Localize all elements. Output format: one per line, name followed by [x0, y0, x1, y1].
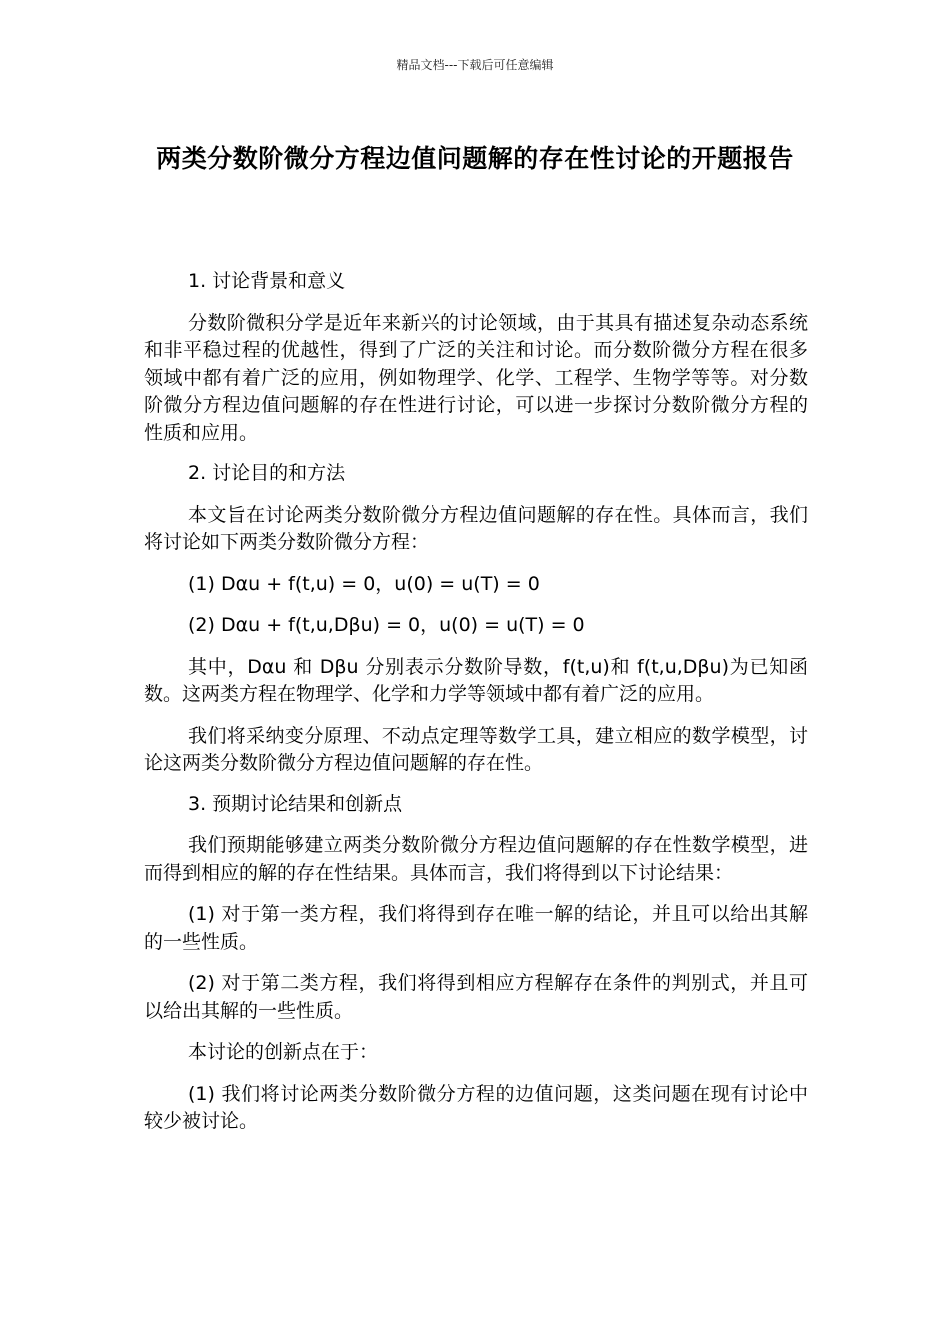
paragraph-expected-results: 我们预期能够建立两类分数阶微分方程边值问题解的存在性数学模型，进而得到相应的解的存在性结果。具体而言，我们将得到以下讨论结果： [144, 834, 808, 884]
section-heading-2: 2. 讨论目的和方法 [188, 462, 346, 484]
header-note: 精品文档---下载后可任意编辑 [396, 58, 554, 72]
innovation-item-1: (1) 我们将讨论两类分数阶微分方程的边值问题，这类问题在现有讨论中较少被讨论。 [144, 1082, 808, 1132]
section-heading-1: 1. 讨论背景和意义 [188, 270, 346, 292]
innovation-intro: 本讨论的创新点在于： [188, 1041, 379, 1063]
paragraph-definitions: 其中，Dαu 和 Dβu 分别表示分数阶导数，f(t,u)和 f(t,u,Dβu)为已知函数。这两类方程在物理学、化学和力学等领域中都有着广泛的应用。 [144, 655, 808, 705]
section-heading-3: 3. 预期讨论结果和创新点 [188, 792, 403, 815]
paragraph-methods: 我们将采纳变分原理、不动点定理等数学工具，建立相应的数学模型，讨论这两类分数阶微分方程边值问题解的存在性。 [144, 724, 808, 774]
equation-2: (2) Dαu + f(t,u,Dβu) = 0，u(0) = u(T) = 0 [188, 614, 585, 636]
result-item-2: (2) 对于第二类方程，我们将得到相应方程解存在条件的判别式，并且可以给出其解的一些性质。 [144, 972, 808, 1022]
document-title: 两类分数阶微分方程边值问题解的存在性讨论的开题报告 [156, 144, 794, 173]
document-body [144, 268, 808, 1136]
paragraph-purpose: 本文旨在讨论两类分数阶微分方程边值问题解的存在性。具体而言，我们将讨论如下两类分数阶微分方程： [144, 503, 808, 553]
result-item-1: (1) 对于第一类方程，我们将得到存在唯一解的结论，并且可以给出其解的一些性质。 [144, 903, 808, 953]
paragraph-background: 分数阶微积分学是近年来新兴的讨论领域，由于其具有描述复杂动态系统和非平稳过程的优越性，得到了广泛的关注和讨论。而分数阶微分方程在很多领域中都有着广泛的应用，例如物理学、化学、工程学、生物学等等。对分数阶微分方程边值问题解的存在性进行讨论，可以进一步探讨分数阶微分方程的性质和应用。 [144, 311, 808, 444]
equation-1: (1) Dαu + f(t,u) = 0，u(0) = u(T) = 0 [188, 572, 540, 595]
